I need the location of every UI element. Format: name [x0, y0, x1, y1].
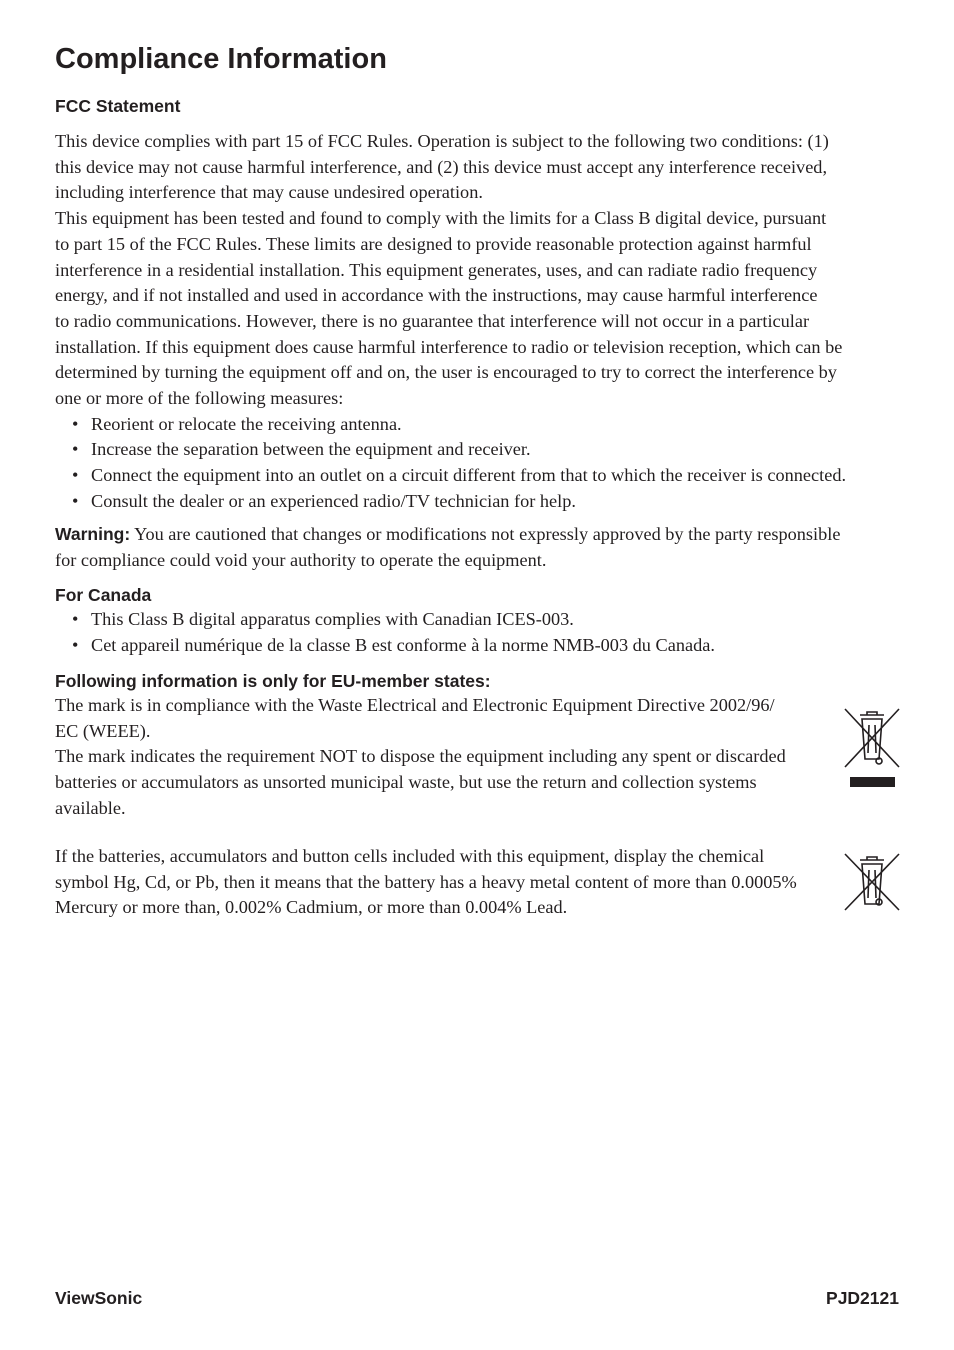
fcc-paragraph — [55, 129, 846, 515]
footer-model: PJD2121 — [826, 1288, 899, 1308]
eu-line: available. — [55, 797, 126, 818]
list-item: • Increase the separation between the equipment and receiver. — [55, 437, 846, 463]
crossed-wheelie-bin-icon — [843, 707, 901, 789]
fcc-heading: FCC Statement — [55, 96, 181, 116]
list-item: • Consult the dealer or an experienced radio/TV technician for help. — [55, 489, 846, 515]
list-item: • Connect the equipment into an outlet on a circuit different from that to which the receiver is connected. — [55, 463, 846, 489]
warning-line — [55, 522, 840, 548]
list-item: • Cet appareil numérique de la classe B est conforme à la norme NMB-003 du Canada. — [55, 633, 715, 659]
fcc-line: determined by turning the equipment off and on, the user is encouraged to try to correct the interference by — [55, 362, 837, 383]
fcc-line: This device complies with part 15 of FCC Rules. Operation is subject to the following two conditions: (1) — [55, 131, 829, 151]
eu-heading: Following information is only for EU-member states: — [55, 671, 491, 691]
canada-section — [55, 607, 715, 658]
eu-line: The mark indicates the requirement NOT to dispose the equipment including any spent or discarded — [55, 746, 786, 767]
fcc-line: including interference that may cause undesired operation. — [55, 182, 483, 203]
fcc-line: energy, and if not installed and used in accordance with the instructions, may cause harmful interference — [55, 285, 818, 306]
canada-heading: For Canada — [55, 585, 152, 605]
warning-text: You are cautioned that changes or modifications not expressly approved by the party responsible — [134, 524, 841, 544]
eu-line: EC (WEEE). — [55, 720, 151, 741]
page-title: Compliance Information — [55, 43, 387, 75]
eu-line: batteries or accumulators as unsorted municipal waste, but use the return and collection systems — [55, 772, 757, 793]
battery-line: If the batteries, accumulators and button cells included with this equipment, display the chemical — [55, 846, 765, 866]
eu-line: The mark is in compliance with the Waste Electrical and Electronic Equipment Directive 2002/96/ — [55, 695, 775, 715]
crossed-wheelie-bin-icon — [843, 852, 901, 914]
warning-label: Warning: — [55, 524, 131, 544]
eu-battery-paragraph — [55, 844, 797, 921]
battery-line: Mercury or more than, 0.002% Cadmium, or more than 0.004% Lead. — [55, 897, 568, 918]
battery-line: symbol Hg, Cd, or Pb, then it means that the battery has a heavy metal content of more than 0.0005% — [55, 871, 797, 892]
footer-brand: ViewSonic — [55, 1288, 143, 1308]
canada-list — [55, 607, 715, 658]
fcc-line: This equipment has been tested and found to comply with the limits for a Class B digital device, pursuant — [55, 208, 827, 229]
fcc-line: this device may not cause harmful interference, and (2) this device must accept any interference received, — [55, 156, 828, 177]
fcc-line: to radio communications. However, there is no guarantee that interference will not occur in a particular — [55, 310, 810, 331]
fcc-line: one or more of the following measures: — [55, 388, 344, 409]
list-item: • Reorient or relocate the receiving antenna. — [55, 412, 846, 438]
list-item: • This Class B digital apparatus complies with Canadian ICES-003. — [55, 607, 715, 633]
eu-weee-paragraph — [55, 693, 786, 822]
fcc-line: interference in a residential installation. This equipment generates, uses, and can radiate radio frequency — [55, 259, 818, 280]
fcc-line: installation. If this equipment does cause harmful interference to radio or television reception, which can be — [55, 336, 843, 357]
warning-line: for compliance could void your authority to operate the equipment. — [55, 549, 547, 570]
fcc-measures-list — [55, 412, 846, 515]
warning-paragraph — [55, 522, 840, 573]
fcc-line: to part 15 of the FCC Rules. These limits are designed to provide reasonable protection against harmful — [55, 233, 812, 254]
